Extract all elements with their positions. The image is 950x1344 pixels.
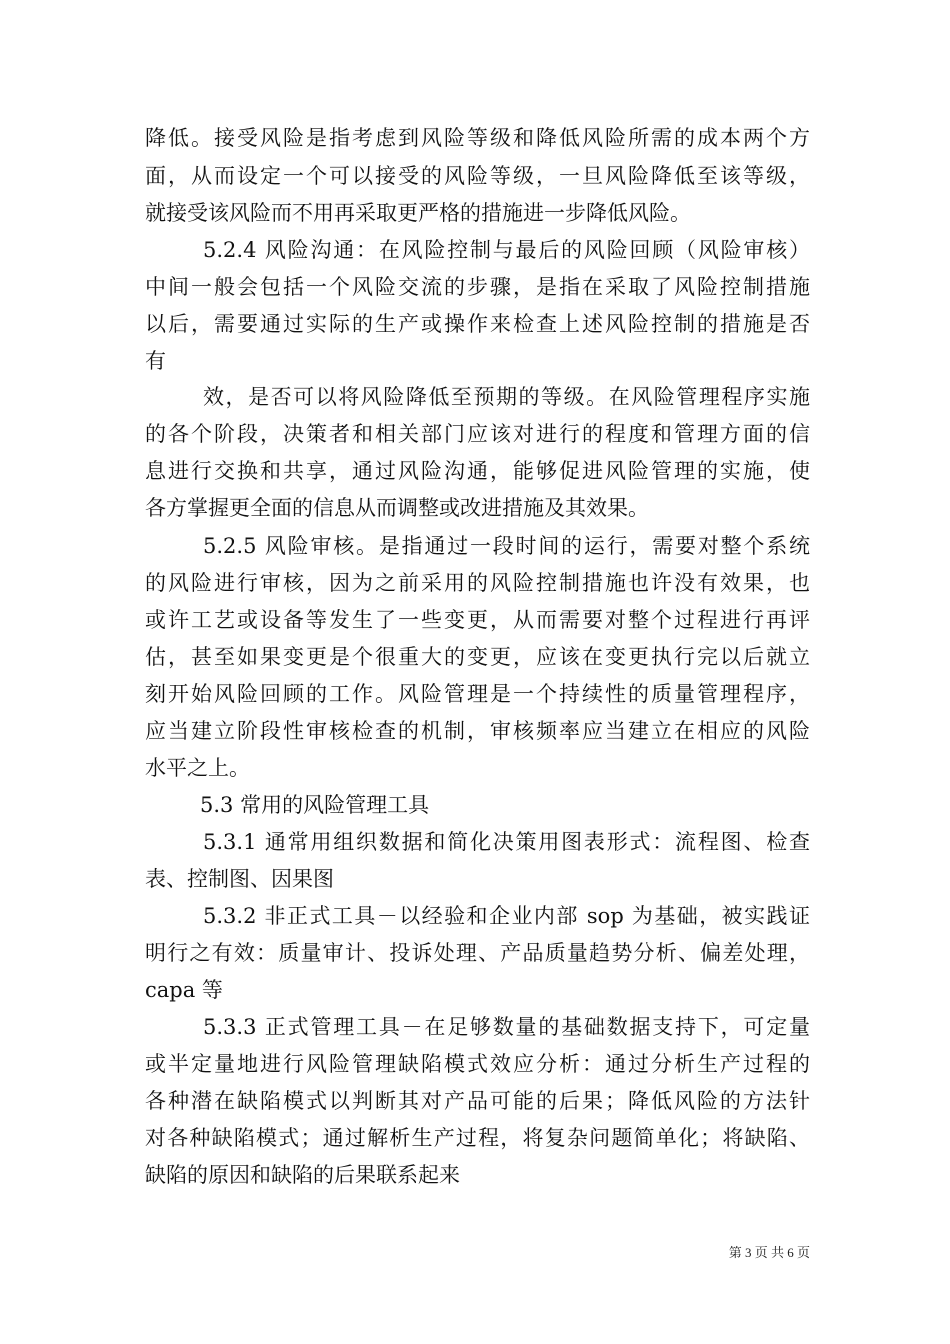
text-line: 表、控制图、因果图: [145, 867, 334, 891]
text-line: 5.3.2 非正式工具－以经验和企业内部 sop 为基础，被实践证: [203, 904, 810, 928]
text-line: 刻开始风险回顾的工作。风险管理是一个持续性的质量管理程序，: [145, 682, 810, 706]
text-line: 面，从而设定一个可以接受的风险等级，一旦风险降低至该等级，: [145, 164, 810, 188]
text-line: 或半定量地进行风险管理缺陷模式效应分析：通过分析生产过程的: [145, 1052, 810, 1076]
text-line: 估，甚至如果变更是个很重大的变更，应该在变更执行完以后就立: [145, 645, 810, 669]
text-line: 的各个阶段，决策者和相关部门应该对进行的程度和管理方面的信: [145, 422, 810, 446]
text-line: 5.2.4 风险沟通：在风险控制与最后的风险回顾（风险审核）: [203, 238, 810, 262]
text-line: 各种潜在缺陷模式以判断其对产品可能的后果；降低风险的方法针: [145, 1089, 810, 1113]
section-heading: 5.3 常用的风险管理工具: [200, 793, 430, 817]
text-line: 有: [145, 349, 166, 373]
text-line: 5.3.3 正式管理工具－在足够数量的基础数据支持下，可定量: [203, 1015, 810, 1039]
text-line: 5.2.5 风险审核。是指通过一段时间的运行，需要对整个系统: [203, 534, 810, 558]
page-number: 第 3 页 共 6 页: [728, 1245, 810, 1260]
text-line: 应当建立阶段性审核检查的机制，审核频率应当建立在相应的风险: [145, 719, 810, 743]
text-line: 息进行交换和共享，通过风险沟通，能够促进风险管理的实施，使: [145, 459, 810, 483]
text-line: 的风险进行审核，因为之前采用的风险控制措施也许没有效果，也: [145, 571, 810, 595]
text-line: 水平之上。: [145, 756, 250, 780]
text-line: capa 等: [145, 978, 223, 1002]
text-line: 降低。接受风险是指考虑到风险等级和降低风险所需的成本两个方: [145, 126, 810, 150]
text-line: 5.3.1 通常用组织数据和简化决策用图表形式：流程图、检查: [203, 830, 810, 854]
text-line: 就接受该风险而不用再采取更严格的措施进一步降低风险。: [145, 201, 691, 225]
text-line: 中间一般会包括一个风险交流的步骤，是指在采取了风险控制措施: [145, 275, 810, 299]
text-line: 效，是否可以将风险降低至预期的等级。在风险管理程序实施: [203, 385, 810, 409]
text-line: 明行之有效：质量审计、投诉处理、产品质量趋势分析、偏差处理，: [145, 941, 810, 965]
text-line: 以后，需要通过实际的生产或操作来检查上述风险控制的措施是否: [145, 312, 810, 336]
text-line: 或许工艺或设备等发生了一些变更，从而需要对整个过程进行再评: [145, 608, 810, 632]
text-line: 各方掌握更全面的信息从而调整或改进措施及其效果。: [145, 496, 649, 520]
text-line: 缺陷的原因和缺陷的后果联系起来: [145, 1163, 460, 1187]
text-line: 对各种缺陷模式；通过解析生产过程，将复杂问题简单化；将缺陷、: [145, 1126, 810, 1150]
